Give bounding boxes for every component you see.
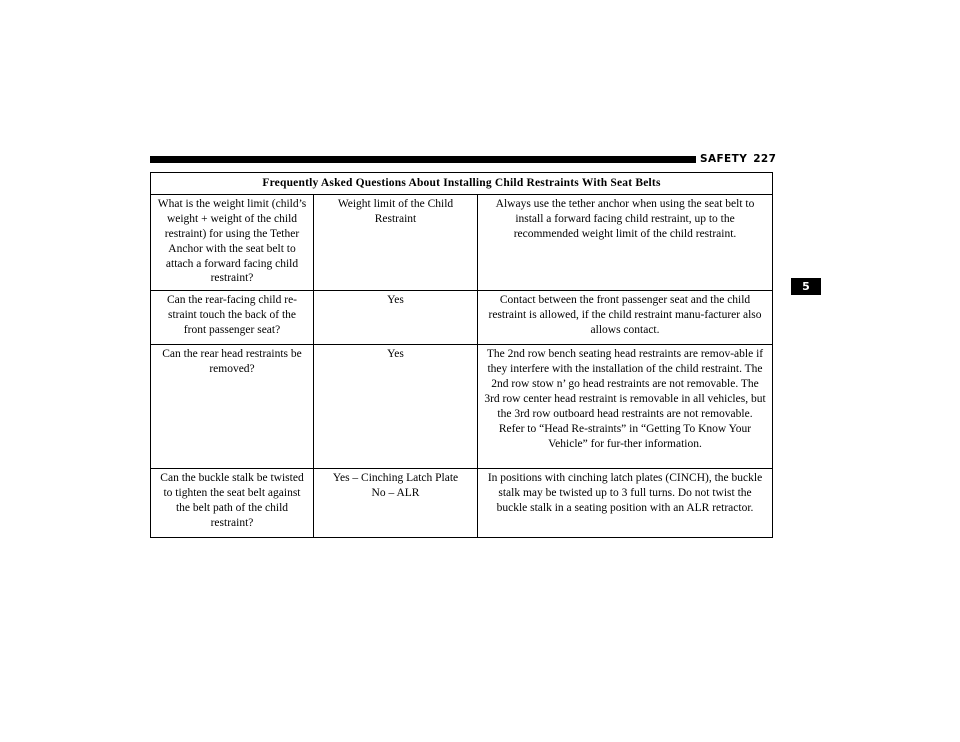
table-row — [151, 469, 773, 538]
header-rule — [150, 156, 696, 163]
page-number: 227 — [753, 153, 777, 165]
table-title: Frequently Asked Questions About Installing Child Restraints With Seat Belts — [151, 173, 773, 195]
answer-cell: Yes — [314, 345, 478, 469]
running-header — [700, 151, 820, 167]
table-title-row — [151, 173, 773, 195]
detail-cell: In positions with cinching latch plates (CINCH), the buckle stalk may be twisted up to 3 full turns. Do not twist the buckle stalk in a seating position with an ALR retractor. — [478, 469, 773, 538]
answer-cell: Weight limit of the Child Restraint — [314, 194, 478, 290]
table-row — [151, 291, 773, 345]
answer-line: No – ALR — [371, 487, 420, 500]
chapter-tab: 5 — [791, 278, 821, 295]
detail-cell: Always use the tether anchor when using the seat belt to install a forward facing child restraint, up to the recommended weight limit of the child restraint. — [478, 194, 773, 290]
faq-table — [150, 172, 773, 538]
table-row — [151, 194, 773, 290]
table-row — [151, 345, 773, 469]
question-cell: Can the rear head restraints be removed? — [151, 345, 314, 469]
answer-cell: Yes — [314, 291, 478, 345]
answer-cell — [314, 469, 478, 538]
question-cell: What is the weight limit (child’s weight + weight of the child restraint) for using the Tether Anchor with the seat belt to attach a forward facing child restraint? — [151, 194, 314, 290]
question-cell: Can the buckle stalk be twisted to tighten the seat belt against the belt path of the child restraint? — [151, 469, 314, 538]
detail-cell: The 2nd row bench seating head restraints are remov-able if they interfere with the installation of the child restraint. The 2nd row stow n’ go head restraints are not removable. The 3rd row center head restraint is removable in all vehicles, but the 3rd row outboard head restraints are not removable. Refer to “Head Re-straints” in “Getting To Know Your Vehicle” for fur-ther information. — [478, 345, 773, 469]
question-cell: Can the rear-facing child re-straint touch the back of the front passenger seat? — [151, 291, 314, 345]
section-title: SAFETY — [700, 153, 748, 165]
answer-line: Yes – Cinching Latch Plate — [332, 472, 459, 485]
detail-cell: Contact between the front passenger seat and the child restraint is allowed, if the child restraint manu-facturer also allows contact. — [478, 291, 773, 345]
